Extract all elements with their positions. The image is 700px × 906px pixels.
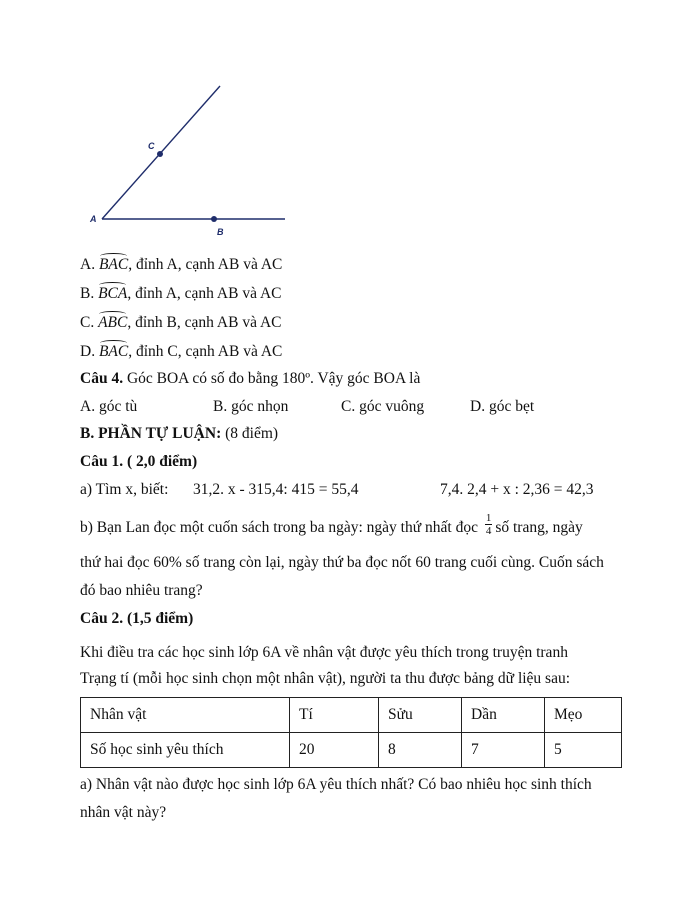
table-cell: Dần: [462, 698, 545, 733]
option-prefix: D.: [80, 343, 96, 360]
label-c: C: [148, 141, 155, 151]
q4-option-b: B. góc nhọn: [213, 398, 289, 415]
fraction-numerator: 1: [485, 512, 492, 524]
q4-question: [80, 370, 420, 388]
q3-option-d: [80, 343, 282, 361]
label-b: B: [217, 227, 224, 237]
data-table: [80, 697, 622, 768]
angle-figure: [80, 80, 300, 245]
table-header-row: [81, 698, 622, 733]
table-cell: 8: [379, 733, 462, 768]
label-a: A: [90, 214, 97, 224]
table-row: [81, 733, 622, 768]
cau2-a-line-2: nhân vật này?: [80, 804, 167, 821]
q4-option-d: D. góc bẹt: [470, 398, 535, 415]
angle-symbol: BAC: [98, 256, 129, 273]
table-cell: Tí: [290, 698, 379, 733]
point-b: [211, 216, 217, 222]
option-text: , đỉnh B, cạnh AB và AC: [127, 314, 282, 331]
cau1-a-prefix: a) Tìm x, biết:: [80, 481, 169, 498]
option-text: , đỉnh C, cạnh AB và AC: [128, 343, 283, 360]
point-c: [157, 151, 163, 157]
table-cell: 20: [290, 733, 379, 768]
q3-option-b: [80, 285, 282, 303]
cau1-heading: Câu 1. ( 2,0 điểm): [80, 453, 198, 470]
table-cell: 7: [462, 733, 545, 768]
section-title: B. PHẦN TỰ LUẬN:: [80, 425, 222, 442]
q4-option-c: C. góc vuông: [341, 398, 425, 415]
cau1-b-line-3: đó bao nhiêu trang?: [80, 582, 203, 599]
cau1-b-line-1: [80, 512, 583, 541]
table-cell: Sửu: [379, 698, 462, 733]
option-prefix: B.: [80, 285, 95, 302]
option-text: , đỉnh A, cạnh AB và AC: [128, 256, 283, 273]
q3-option-c: [80, 314, 282, 332]
option-prefix: C.: [80, 314, 95, 331]
text: b) Bạn Lan đọc một cuốn sách trong ba ngày: ngày thứ nhất đọc: [80, 519, 478, 537]
angle-symbol: BAC: [98, 343, 129, 360]
section-b-heading: [80, 425, 278, 443]
fraction-one-quarter: [485, 512, 493, 537]
angle-symbol: ABC: [98, 314, 128, 331]
cau1-a-equation-1: 31,2. x - 315,4: 415 = 55,4: [193, 481, 359, 498]
cau1-a-equation-2: 7,4. 2,4 + x : 2,36 = 42,3: [440, 481, 594, 498]
table-cell: Mẹo: [545, 698, 622, 733]
fraction-denominator: 4: [485, 525, 492, 537]
table-cell: Nhân vật: [81, 698, 290, 733]
angle-symbol: BCA: [98, 285, 128, 302]
q3-option-a: [80, 256, 282, 274]
table-cell: Số học sinh yêu thích: [81, 733, 290, 768]
option-text: , đỉnh A, cạnh AB và AC: [127, 285, 282, 302]
cau2-heading: Câu 2. (1,5 điểm): [80, 610, 194, 627]
cau2-a-line-1: a) Nhân vật nào được học sinh lớp 6A yêu thích nhất? Có bao nhiêu học sinh thích: [80, 776, 592, 793]
option-prefix: A.: [80, 256, 96, 273]
cau2-intro-line-2: Trạng tí (mỗi học sinh chọn một nhân vật), người ta thu được bảng dữ liệu sau:: [80, 670, 571, 687]
cau2-intro-line-1: Khi điều tra các học sinh lớp 6A về nhân vật được yêu thích trong truyện tranh: [80, 644, 568, 661]
text: số trang, ngày: [495, 519, 583, 537]
q4-option-a: A. góc tù: [80, 398, 138, 415]
question-text: Góc BOA có số đo bằng 180º. Vậy góc BOA là: [123, 370, 421, 387]
section-points: (8 điểm): [221, 425, 279, 442]
table-cell: 5: [545, 733, 622, 768]
cau1-b-line-2: thứ hai đọc 60% số trang còn lại, ngày thứ ba đọc nốt 60 trang cuối cùng. Cuốn sách: [80, 554, 604, 571]
question-label: Câu 4.: [80, 370, 124, 387]
